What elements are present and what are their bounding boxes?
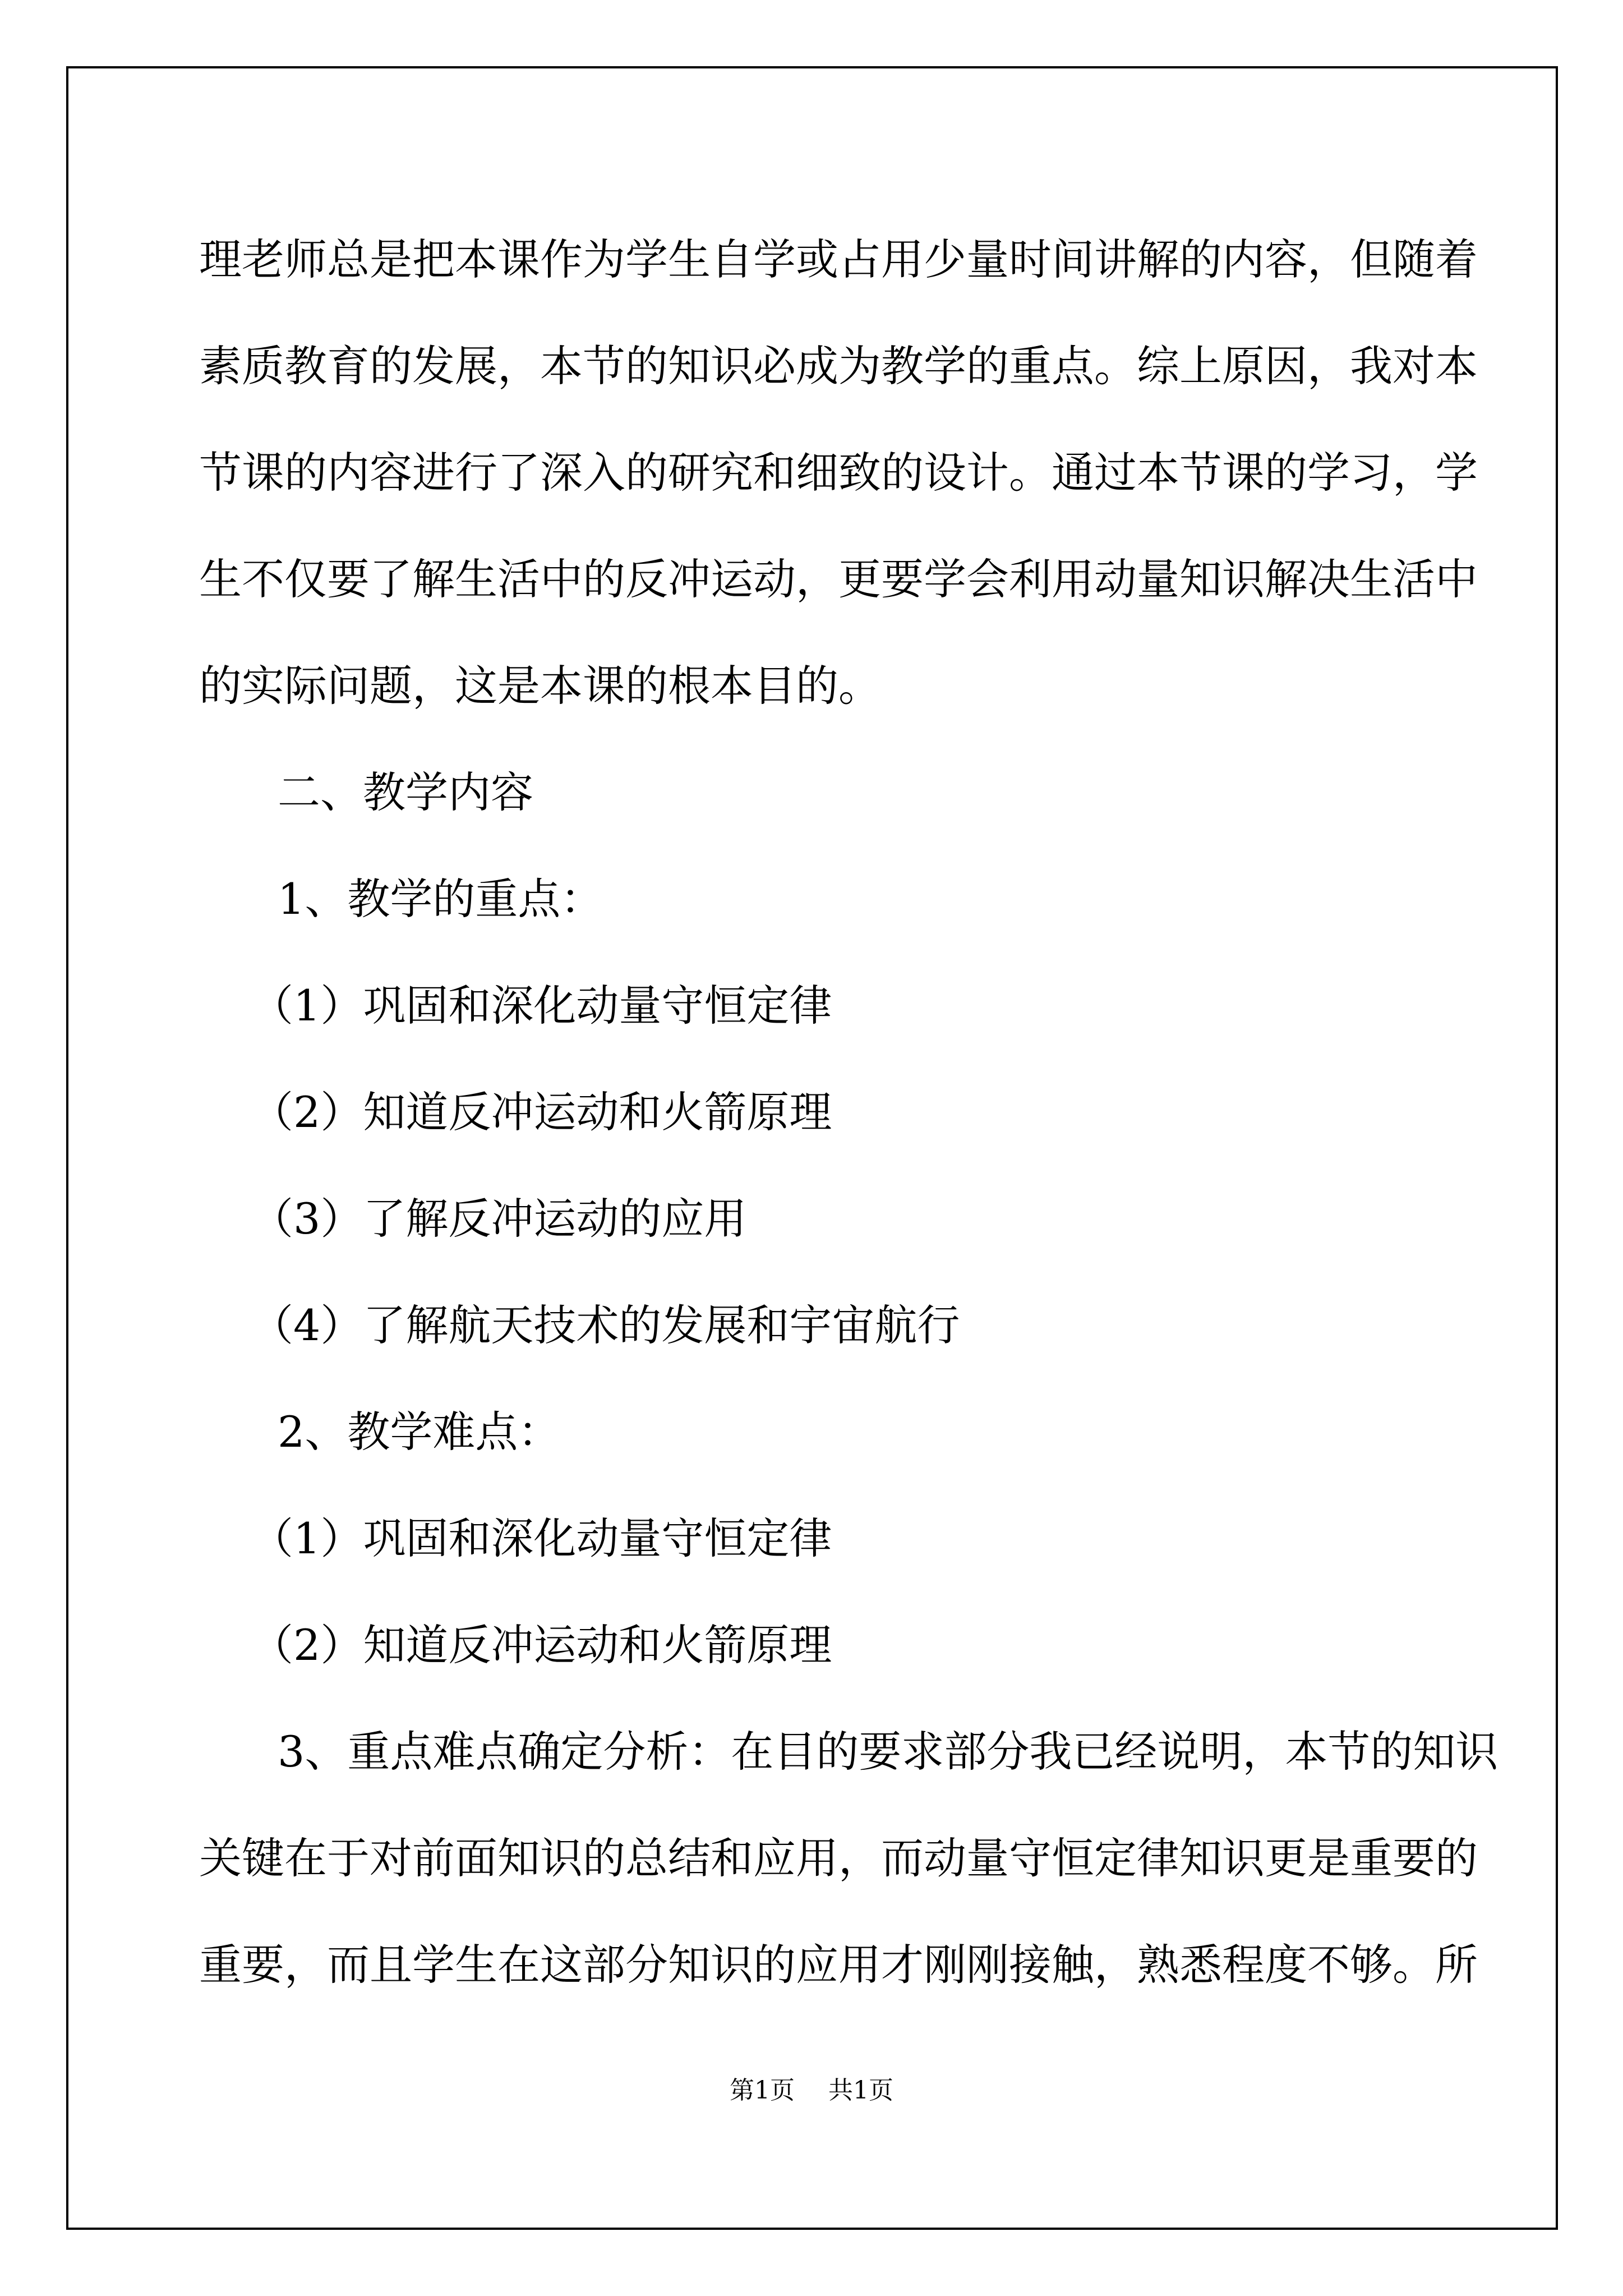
section-heading: 二、教学内容 xyxy=(278,767,533,817)
key-point-item: （1）巩固和深化动量守恒定律 xyxy=(251,981,832,1030)
document-body xyxy=(199,206,1498,2018)
text-line: 关键在于对前面知识的总结和应用，而动量守恒定律知识更是重要的 xyxy=(199,1833,1478,1883)
key-point-item: （4）了解航天技术的发展和宇宙航行 xyxy=(251,1300,960,1350)
key-points-heading: 1、教学的重点： xyxy=(278,874,603,924)
page-number-current: 第1页 xyxy=(730,2076,795,2105)
text-line: 3、重点难点确定分析：在目的要求部分我已经说明，本节的知识 xyxy=(278,1727,1498,1777)
text-line: 生不仅要了解生活中的反冲运动，更要学会利用动量知识解决生活中 xyxy=(199,554,1478,604)
difficulty-item: （1）巩固和深化动量守恒定律 xyxy=(251,1513,832,1563)
paragraph-intro xyxy=(199,206,1478,739)
page-footer xyxy=(0,2070,1623,2106)
text-line: 理老师总是把本课作为学生自学或占用少量时间讲解的内容，但随着 xyxy=(199,234,1478,284)
text-line: 素质教育的发展，本节的知识必成为教学的重点。综上原因，我对本 xyxy=(199,341,1478,391)
paragraph-analysis xyxy=(199,1699,1498,2018)
difficulties-heading: 2、教学难点： xyxy=(278,1407,561,1457)
page-number-total: 共1页 xyxy=(828,2076,893,2105)
difficulty-item: （2）知道反冲运动和火箭原理 xyxy=(251,1620,832,1670)
text-line: 重要，而且学生在这部分知识的应用才刚刚接触，熟悉程度不够。所 xyxy=(199,1940,1478,1990)
text-line: 节课的内容进行了深入的研究和细致的设计。通过本节课的学习，学 xyxy=(199,448,1478,498)
key-point-item: （2）知道反冲运动和火箭原理 xyxy=(251,1087,832,1137)
key-point-item: （3）了解反冲运动的应用 xyxy=(251,1194,747,1244)
text-line: 的实际问题，这是本课的根本目的。 xyxy=(199,661,881,711)
